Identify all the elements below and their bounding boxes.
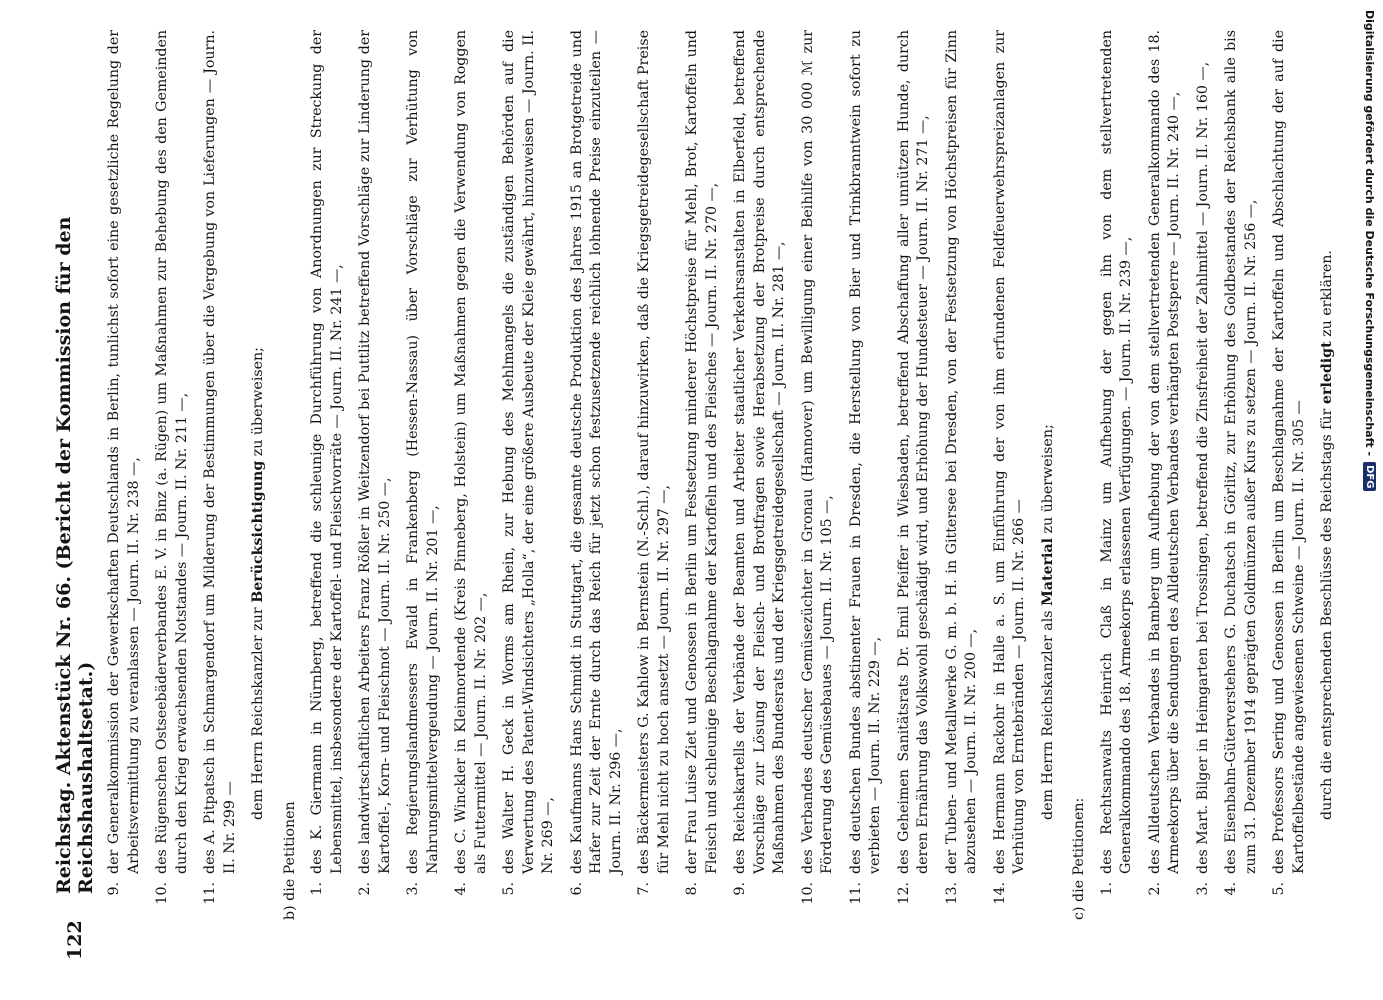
items-c-list — [1098, 30, 1310, 910]
list-item: 14. des Hermann Rackohr in Halle a. S. um Einführung der von ihm erfundenen Feldfeuerwehrspreizanlagen zur Verhütung von Erntebränden — Journ. II. Nr. 266 — — [991, 30, 1027, 905]
list-item: 5. des Walter H. Geck in Worms am Rhein, zur Hebung des Mehlmangels die zuständigen Behörden auf die Verwertung des Patent-Windsichters „Holla“, der eine größere Ausbeute der Kleie gewährt, hinzuweisen — Journ. II. Nr. 269 —, — [501, 30, 556, 896]
list-item: 3. des Mart. Bilger in Heimgarten bei Trossingen, betreffend die Zinsfreiheit der Zahlmittel — Journ. II. Nr. 160 —, — [1194, 61, 1211, 896]
decision-erledigt: erledigt — [1319, 341, 1335, 405]
decision-material: Material — [1039, 537, 1056, 606]
list-item: 13. der Tuben- und Metallwerke G. m. b. H. in Gittersee bei Dresden, von der Festsetzung von Höchstpreisen für Zinn abzusehen — Journ. II. Nr. 200 —, — [943, 30, 979, 905]
items-a-list — [105, 30, 240, 910]
list-item: 10. des Verbandes deutscher Gemüsezüchter in Gronau (Hannover) um Bewilligung einer Beihilfe von 30 000 ℳ zur Förderung des Gemüsebaues — Journ. II. Nr. 105 —, — [799, 30, 835, 905]
list-item: 2. des Alldeutschen Verbandes in Bamberg um Aufhebung der von dem stellvertretenden Generalkommando des 18. Armeekorps über die Sendungen des Alldeutschen Verbandes verhängten Postsperre — Journ. II. Nr. 240 —, — [1146, 30, 1182, 896]
list-item: 4. des C. Winckler in Kleinnordende (Kreis Pinneberg, Holstein) um Maßnahmen gegen die Verwendung von Roggen als Futtermittel — Journ. II. Nr. 202 —, — [453, 30, 489, 896]
list-item: 3. des Regierungslandmessers Ewald in Frankenberg (Hessen-Nassau) über Vorschläge zur Verhütung von Nahrungsmittelvergeudung — Journ. II. Nr. 201 —, — [405, 30, 441, 896]
list-item: 10. des Rügenschen Ostseebäderverbandes E. V. in Binz (a. Rügen) um Maßnahmen zur Behebung des den Gemeinden durch den Krieg erwachsenden Notstandes — Journ. II. Nr. 211 —, — [154, 30, 190, 905]
credit-text: Digitalisierung gefördert durch die Deutsche Forschungsgemeinschaft - — [1363, 10, 1377, 457]
page-number: 122 — [64, 920, 86, 960]
list-item: 11. des A. Pitpatsch in Schmargendorf um Milderung der Bestimmungen über die Vergebung von Lieferungen — Journ. II. Nr. 299 — — [202, 30, 238, 905]
closing-a: dem Herrn Reichskanzler zur Berücksichtigung zu überweisen; — [250, 347, 266, 820]
closing-b: dem Herrn Reichskanzler als Material zu überweisen; — [1039, 424, 1056, 820]
list-item: 11. des deutschen Bundes abstinenter Frauen in Dresden, die Herstellung von Bier und Trinkbranntwein sofort zu verbieten — Journ. II. Nr. 229 —, — [847, 30, 883, 905]
list-item: 7. des Bäckermeisters G. Kahlow in Bernstein (N.-Schl.), darauf hinzuwirken, daß die Kriegsgetreidegesellschaft Preise für Mehl nicht zu hoch ansetzt — Journ. II. Nr. 297 —, — [636, 30, 672, 896]
list-item: 6. des Kaufmanns Hans Schmidt in Stuttgart, die gesamte deutsche Produktion des Jahres 1915 an Brotgetreide und Hafer zur Zeit der Ernte durch das Reich für jetzt schon festzusetzende reichlich lohnende Preise einzuteilen — Journ. II. Nr. 296 —, — [568, 30, 624, 896]
digitization-credit — [1360, 10, 1380, 990]
list-item: 9. des Reichskartells der Verbände der Beamten und Arbeiter staatlicher Verkehrsanstalten in Elberfeld, betreffend Vorschläge zur Lösung der Fleisch- und Brotfragen sowie Herabsetzung der Brotpreise durch entsprechende Maßnahmen des Bundesrats und der Kriegsgetreidegesellschaft — Journ. II. Nr. 281 —, — [732, 30, 787, 896]
dfg-logo: DFG — [1364, 462, 1377, 491]
list-item: 12. des Geheimen Sanitätsrats Dr. Emil Pfeiffer in Wiesbaden, betreffend Abschaffung aller unnützen Hunde, durch deren Ernährung das Volkswohl geschädigt wird, und Erhöhung der Hundesteuer — Journ. II. Nr. 271 —, — [895, 30, 931, 905]
section-b-label: b) die Petitionen — [281, 801, 298, 920]
section-c-label: c) die Petitionen: — [1071, 797, 1087, 920]
running-head: Reichstag. Aktenstück Nr. 66. (Bericht der Kommission für den Reichshaushaltsetat.) — [53, 216, 97, 894]
list-item: 2. des landwirtschaftlichen Arbeiters Franz Rößler in Weitzendorf bei Puttlitz betreffend Vorschläge zur Linderung der Kartoffel-, Korn- und Fleischnot — Journ. II. Nr. 250 —, — [357, 30, 393, 896]
closing-c: durch die entsprechenden Beschlüsse des Reichstags für erledigt zu erklären. — [1319, 250, 1335, 820]
items-b-list — [308, 30, 1030, 910]
list-item: 8. der Frau Luise Ziet und Genossen in Berlin um Festsetzung minderer Höchstpreise für Mehl, Brot, Kartoffeln und Fleisch und schleunige Beschlagnahme der Kartoffeln und des Fleisches — Journ. II. Nr. 270 —, — [684, 30, 720, 896]
list-item: 5. des Professors Sering und Genossen in Berlin um Beschlagnahme der Kartoffeln und Abschlachtung der auf die Kartoffelbestände angewiesenen Schweine — Journ. II. Nr. 305 — — [1271, 30, 1307, 896]
page-header — [55, 30, 95, 960]
list-item: 9. der Generalkommission der Gewerkschaften Deutschlands in Berlin, tunlichst sofort eine gesetzliche Regelung der Arbeitsvermittlung zu veranlassen — Journ. II. Nr. 238 —, — [106, 30, 142, 896]
list-item: 1. des K. Giermann in Nürnberg, betreffend die schleunige Durchführung von Anordnungen zur Streckung der Lebensmittel, insbesondere der Kartoffel- und Fleischvorräte — Journ. II. Nr. 241 —, — [309, 30, 345, 896]
page-body — [105, 30, 1350, 960]
list-item: 4. des Eisenbahn-Güterverstehers G. Duchatsch in Görlitz, zur Erhöhung des Goldbestandes der Reichsbank alle bis zum 31. Dezember 1914 geprägten Goldmünzen außer Kurs zu setzen — Journ. II. Nr. 256 —, — [1223, 30, 1259, 896]
decision-berucksichtigung: Berücksichtigung — [250, 460, 266, 603]
list-item: 1. des Rechtsanwalts Heinrich Claß in Mainz um Aufhebung der gegen ihn von dem stellvertretenden Generalkommando des 18. Armeekorps erlassenen Verfügungen. — Journ. II. Nr. 239 —, — [1098, 30, 1134, 896]
